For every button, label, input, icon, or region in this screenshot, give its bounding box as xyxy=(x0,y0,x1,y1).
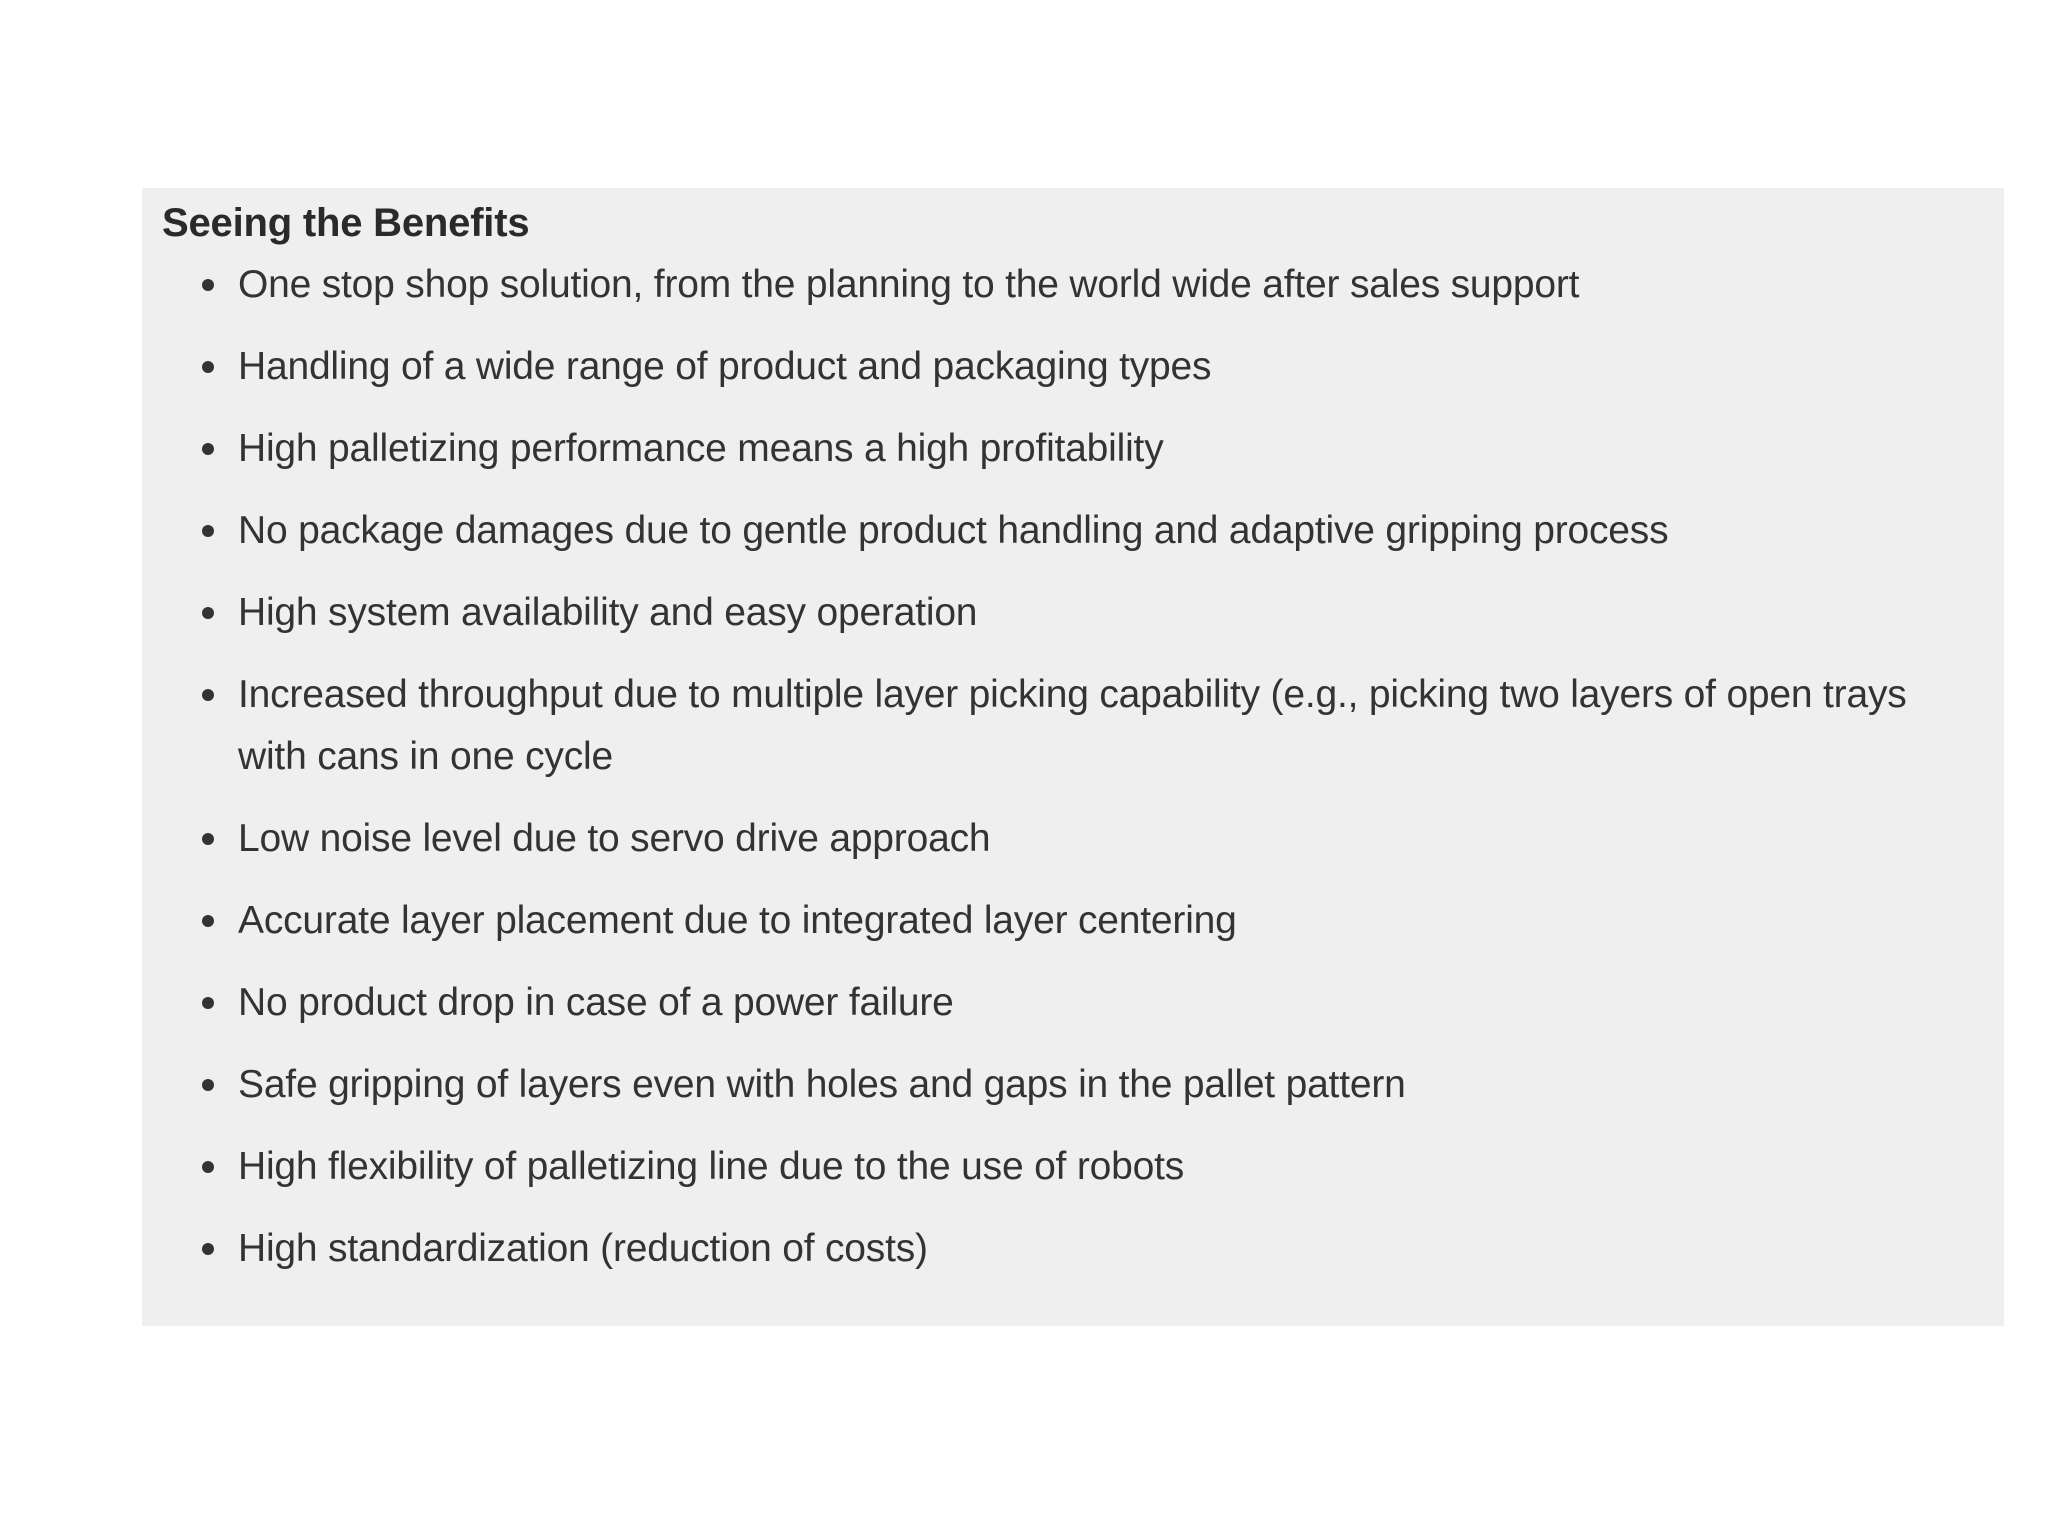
list-item xyxy=(162,418,1974,480)
bullet-icon xyxy=(202,607,214,619)
bullet-icon xyxy=(202,361,214,373)
bullet-icon xyxy=(202,833,214,845)
benefits-panel xyxy=(142,188,2004,1326)
list-item-text: Accurate layer placement due to integrated layer centering xyxy=(238,899,1237,942)
list-item-text: High palletizing performance means a high profitability xyxy=(238,427,1164,470)
list-item xyxy=(162,1218,1974,1280)
list-item xyxy=(162,808,1974,870)
list-item-text: High flexibility of palletizing line due to the use of robots xyxy=(238,1145,1185,1188)
bullet-icon xyxy=(202,1161,214,1173)
list-item xyxy=(162,254,1974,316)
list-item-text: No product drop in case of a power failure xyxy=(238,981,954,1024)
list-item-text: No package damages due to gentle product handling and adaptive gripping process xyxy=(238,509,1669,552)
bullet-icon xyxy=(202,443,214,455)
list-item-text: Low noise level due to servo drive approach xyxy=(238,817,991,860)
panel-title: Seeing the Benefits xyxy=(162,201,530,245)
bullet-icon xyxy=(202,279,214,291)
list-item xyxy=(162,336,1974,398)
list-item xyxy=(162,664,1974,788)
bullet-icon xyxy=(202,915,214,927)
list-item xyxy=(162,890,1974,952)
bullet-icon xyxy=(202,997,214,1009)
list-item-text: Handling of a wide range of product and packaging types xyxy=(238,345,1212,388)
bullet-icon xyxy=(202,525,214,537)
bullet-icon xyxy=(202,1243,214,1255)
list-item xyxy=(162,582,1974,644)
bullet-icon xyxy=(202,689,214,701)
list-item xyxy=(162,1136,1974,1198)
list-item xyxy=(162,500,1974,562)
list-item-text: One stop shop solution, from the planning to the world wide after sales support xyxy=(238,263,1580,306)
benefits-list xyxy=(162,254,1974,1280)
list-item-text: High system availability and easy operation xyxy=(238,591,978,634)
list-item-text: Safe gripping of layers even with holes and gaps in the pallet pattern xyxy=(238,1063,1406,1106)
list-item-text: High standardization (reduction of costs) xyxy=(238,1227,928,1270)
list-item xyxy=(162,972,1974,1034)
bullet-icon xyxy=(202,1079,214,1091)
list-item xyxy=(162,1054,1974,1116)
list-item-text: Increased throughput due to multiple layer picking capability (e.g., picking two layers of open trays with cans in one cycle xyxy=(238,673,1907,778)
